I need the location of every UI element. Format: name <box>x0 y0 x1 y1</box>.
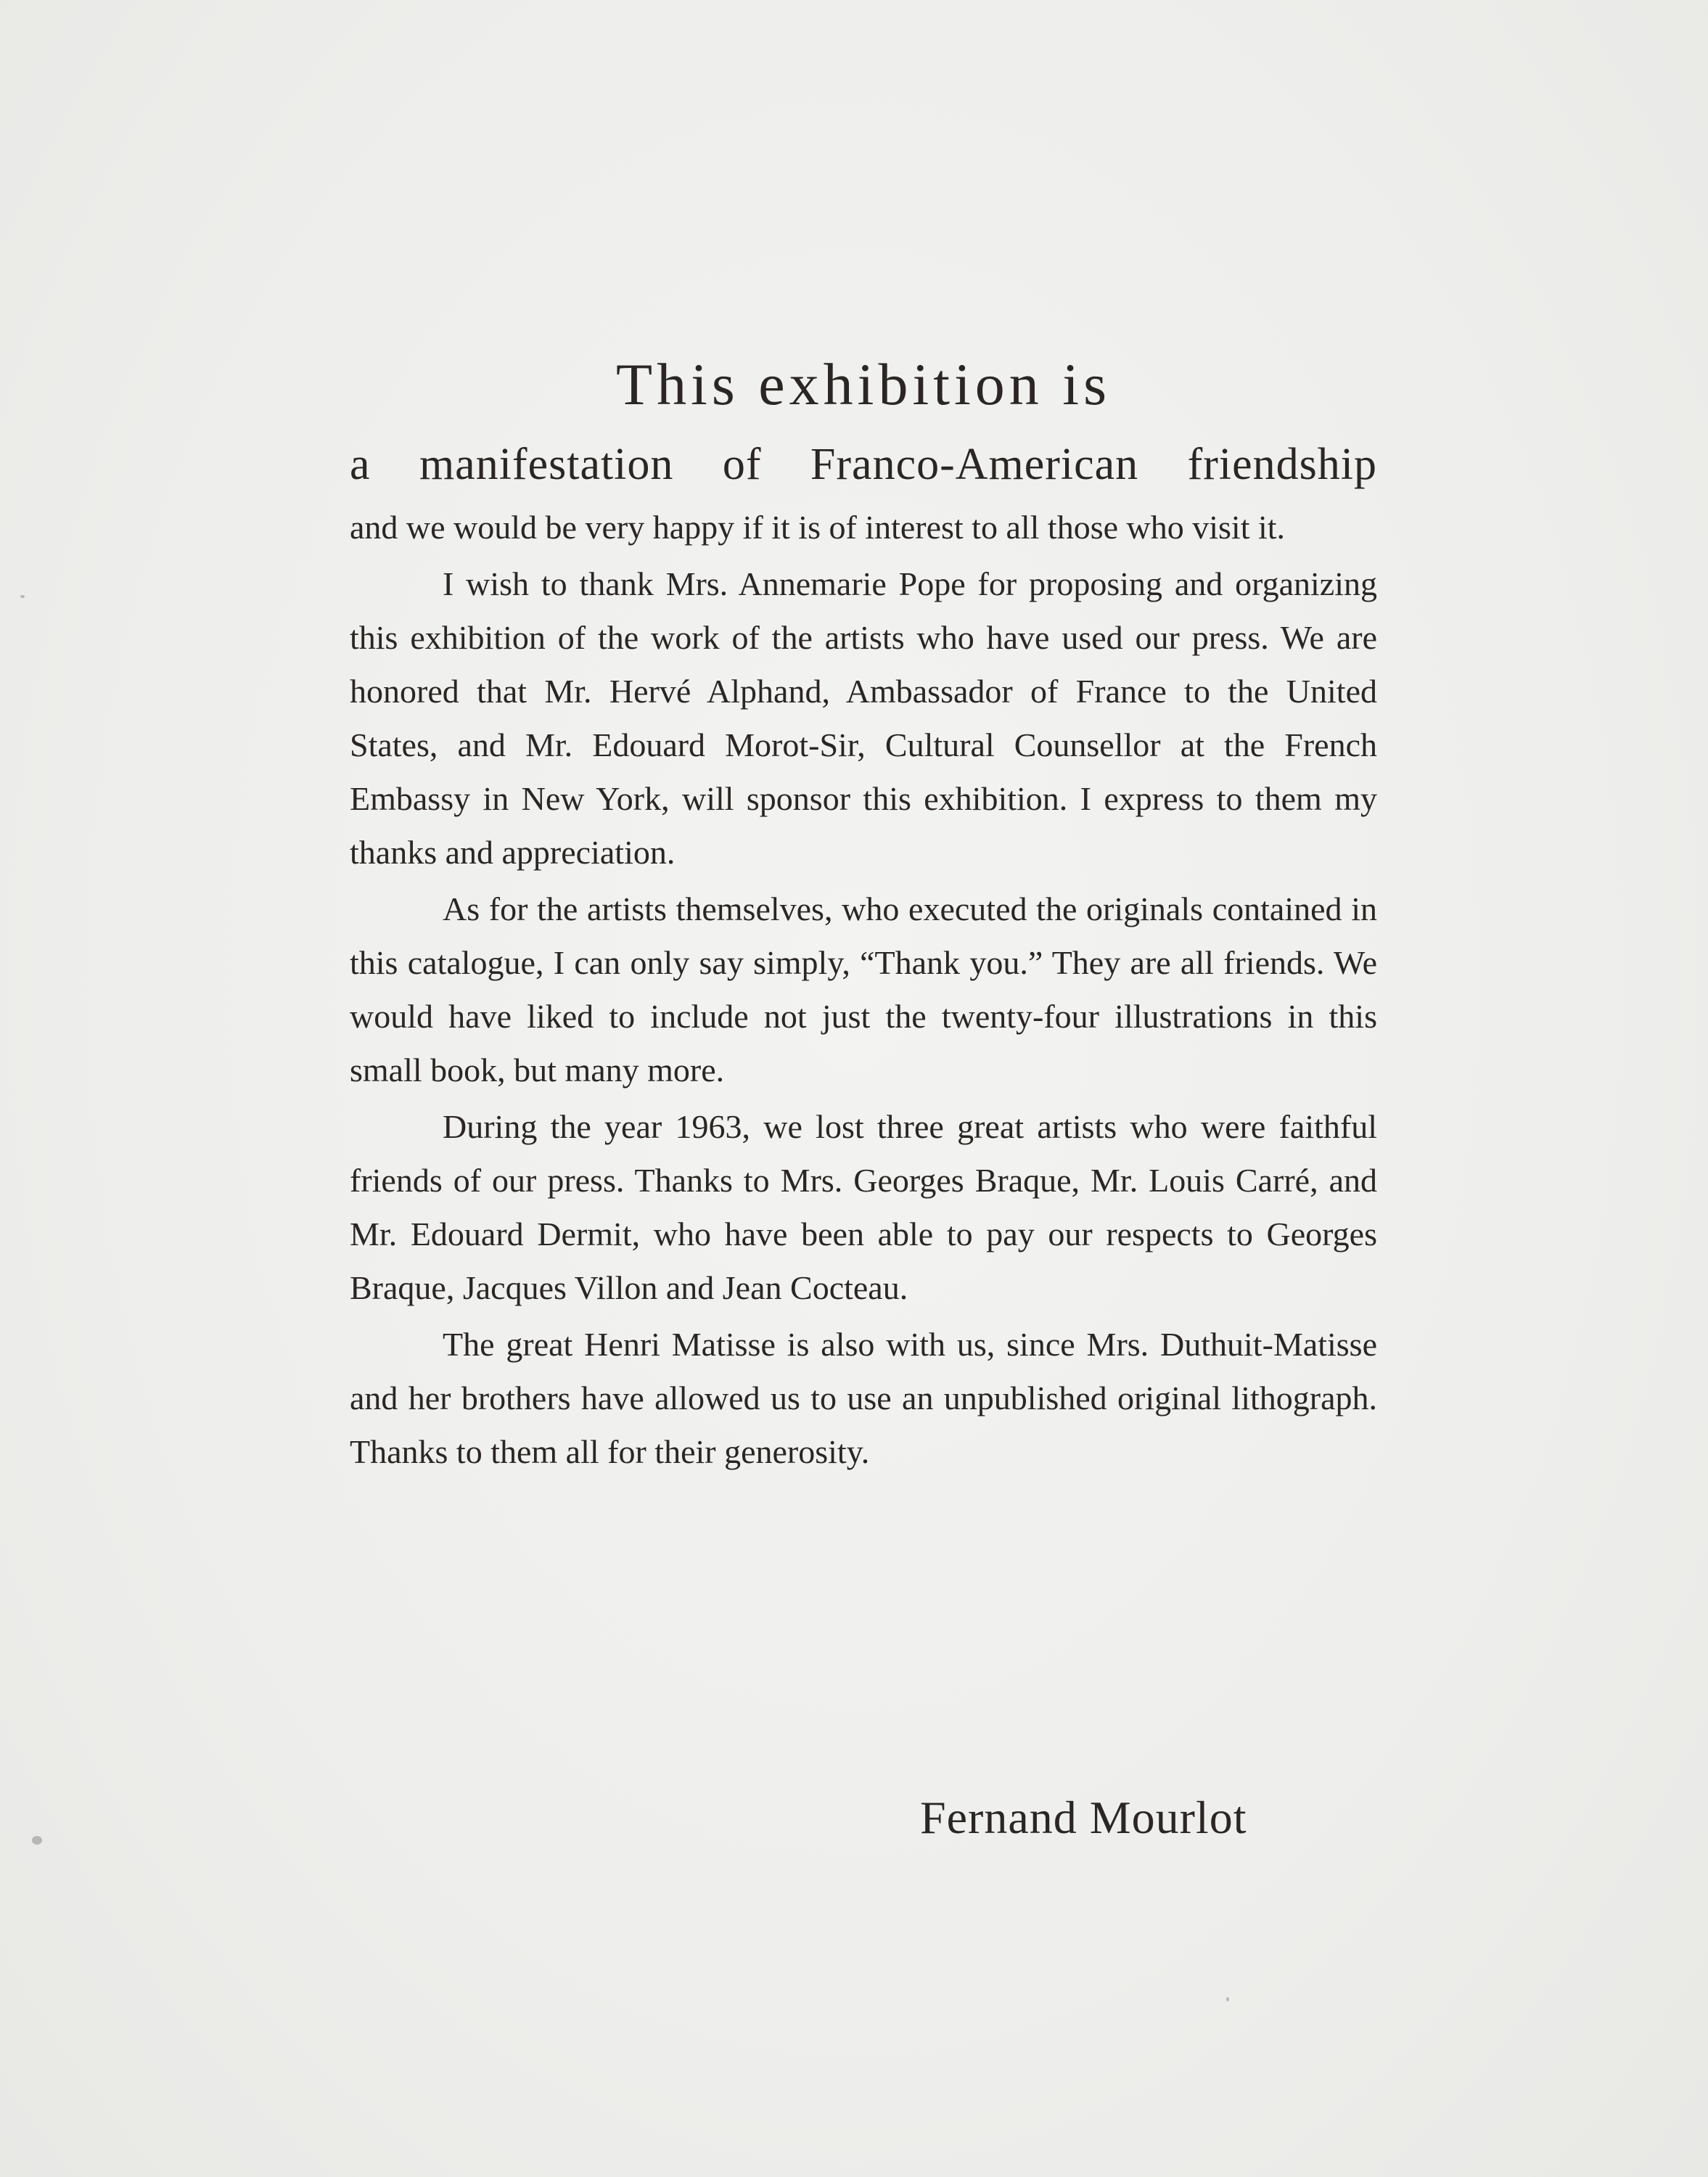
letter-body <box>350 341 1377 1482</box>
paragraph-4: During the year 1963, we lost three great artists who were faithful friends of our press. Thanks to Mrs. Georges Braque, Mr. Louis Carré, and Mr. Edouard Dermit, who have been able to pay our respects to Georges Braque, Jacques Villon and Jean Cocteau. <box>350 1108 1377 1306</box>
heading-title: This exhibition is <box>616 351 1111 417</box>
heading-subtitle: a manifestation of Franco-American friendship <box>350 440 1377 489</box>
paper-speck <box>1226 1997 1229 2001</box>
paper-speck <box>32 1836 42 1845</box>
paragraph-5: The great Henri Matisse is also with us, since Mrs. Duthuit-Matisse and her brothers have allowed us to use an unpublished original lithograph. Thanks to them all for their generosity. <box>350 1326 1377 1470</box>
paragraph-2: I wish to thank Mrs. Annemarie Pope for proposing and organizing this exhibition of the work of the artists who have used our press. We are honored that Mr. Hervé Alphand, Ambassador of France to the United States, and Mr. Edouard Morot-Sir, Cultural Counsellor at the French Embassy in New York, will sponsor this exhibition. I express to them my thanks and appreciation. <box>350 565 1377 871</box>
signature: Fernand Mourlot <box>920 1792 1247 1843</box>
paragraph-3: As for the artists themselves, who executed the originals contained in this catalogue, I can only say simply, “Thank you.” They are all friends. We would have liked to include not just the twenty-four illustrations in this small book, but many more. <box>350 890 1377 1088</box>
paragraph-1: and we would be very happy if it is of interest to all those who visit it. <box>350 509 1286 546</box>
paper-speck <box>20 595 25 598</box>
